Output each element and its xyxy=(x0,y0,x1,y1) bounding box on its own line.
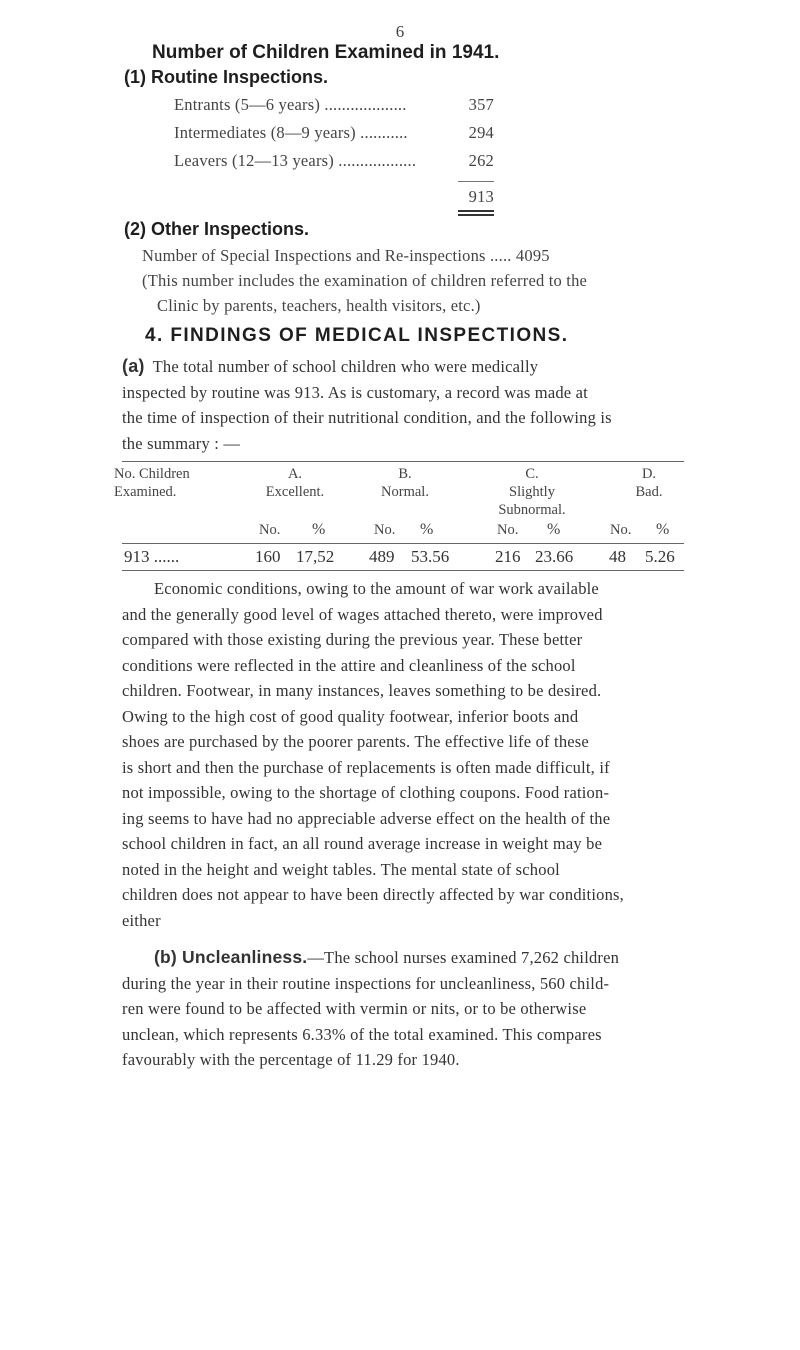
uncleanliness-label: (b) Uncleanliness. xyxy=(154,947,308,967)
routine-row xyxy=(174,95,494,115)
paragraph-line: conditions were reflected in the attire and cleanliness of the school xyxy=(122,655,576,675)
findings-heading: 4. FINDINGS OF MEDICAL INSPECTIONS. xyxy=(145,325,569,346)
total-double-rule xyxy=(458,210,494,216)
paragraph-line: and the generally good level of wages attached thereto, were improved xyxy=(122,604,603,624)
table-subheader-no: No. xyxy=(610,522,632,538)
table-header-a: A. Excellent. xyxy=(265,466,325,500)
paragraph-line: during the year in their routine inspections for uncleanliness, 560 child- xyxy=(122,973,610,993)
routine-row-value: 357 xyxy=(468,95,494,114)
table-subheader-pct: % xyxy=(547,521,561,538)
paragraph-line: The total number of school children who were medically xyxy=(152,357,539,376)
table-cell-b-no: 489 xyxy=(369,547,395,566)
table-cell-a-pct: 17,52 xyxy=(296,547,335,566)
routine-row-label: Leavers (12—13 years) .................. xyxy=(174,151,417,170)
routine-row xyxy=(174,151,494,171)
table-cell-a-no: 160 xyxy=(255,547,281,566)
table-subheader-pct: % xyxy=(420,521,434,538)
routine-row-value: 294 xyxy=(468,123,494,142)
other-note-2: Clinic by parents, teachers, health visitors, etc.) xyxy=(157,296,481,315)
paragraph-line: ren were found to be affected with vermin or nits, or to be otherwise xyxy=(122,999,587,1018)
table-cell-c-no: 216 xyxy=(495,547,521,566)
paragraph-line: Economic conditions, owing to the amount of war work available xyxy=(154,579,599,598)
paragraph-line: compared with those existing during the previous year. These better xyxy=(122,630,583,649)
routine-heading: (1) Routine Inspections. xyxy=(124,67,329,87)
findings-a-paragraph xyxy=(122,354,682,456)
table-bottom-rule xyxy=(122,570,684,571)
table-subheader-pct: % xyxy=(656,521,670,538)
page-title: Number of Children Examined in 1941. xyxy=(152,42,500,63)
total-rule xyxy=(458,181,494,182)
paragraph-line: —The school nurses examined 7,262 children xyxy=(307,948,620,967)
findings-a-label: (a) xyxy=(122,356,145,376)
other-heading: (2) Other Inspections. xyxy=(124,219,310,239)
table-cell-d-pct: 5.26 xyxy=(645,547,675,566)
paragraph-line: ing seems to have had no appreciable adverse effect on the health of the xyxy=(122,808,611,828)
paragraph-line: inspected by routine was 913. As is customary, a record was made at xyxy=(122,382,588,402)
economic-paragraph xyxy=(122,576,684,933)
paragraph-line: unclean, which represents 6.33% of the total examined. This compares xyxy=(122,1024,602,1044)
routine-row xyxy=(174,123,494,143)
routine-row-value: 262 xyxy=(468,151,494,170)
table-subheader-no: No. xyxy=(259,522,281,538)
table-header-b: B. Normal. xyxy=(381,466,429,500)
paragraph-line: Owing to the high cost of good quality footwear, inferior boots and xyxy=(122,706,579,726)
paragraph-line: shoes are purchased by the poorer parents. The effective life of these xyxy=(122,732,589,751)
paragraph-line: not impossible, owing to the shortage of clothing coupons. Food ration- xyxy=(122,783,610,802)
paragraph-line: children. Footwear, in many instances, leaves something to be desired. xyxy=(122,681,602,700)
paragraph-line: children does not appear to have been directly affected by war conditions, xyxy=(122,885,624,904)
table-header-examined: No. Children Examined. xyxy=(114,466,190,500)
table-subheader-no: No. xyxy=(374,522,396,538)
table-cell-d-no: 48 xyxy=(609,547,626,566)
page-number: 6 xyxy=(395,22,405,41)
table-subheader-pct: % xyxy=(312,521,326,538)
routine-row-label: Entrants (5—6 years) ................... xyxy=(174,95,407,114)
table-header-d: D. Bad. xyxy=(635,466,663,500)
table-cell-b-pct: 53.56 xyxy=(411,547,450,566)
paragraph-line: the time of inspection of their nutritional condition, and the following is xyxy=(122,408,612,427)
routine-total: 913 xyxy=(468,187,494,206)
paragraph-line: school children in fact, an all round average increase in weight may be xyxy=(122,834,603,853)
routine-row-label: Intermediates (8—9 years) ........... xyxy=(174,123,408,142)
paragraph-line: either xyxy=(122,910,161,930)
table-top-rule xyxy=(122,461,684,462)
uncleanliness-paragraph xyxy=(122,945,684,1073)
other-note-1: (This number includes the examination of children referred to the xyxy=(142,271,588,290)
table-mid-rule xyxy=(122,543,684,544)
table-cell-total: 913 ...... xyxy=(124,547,180,566)
other-line: Number of Special Inspections and Re-inspections ..... 4095 xyxy=(142,246,550,265)
paragraph-line: is short and then the purchase of replacements is often made difficult, if xyxy=(122,757,610,777)
paragraph-line: noted in the height and weight tables. The mental state of school xyxy=(122,859,560,879)
table-subheader-no: No. xyxy=(497,522,519,538)
table-header-c: C. Slightly Subnormal. xyxy=(498,466,566,518)
paragraph-line: favourably with the percentage of 11.29 for 1940. xyxy=(122,1050,460,1069)
table-cell-c-pct: 23.66 xyxy=(535,547,574,566)
paragraph-line: the summary : — xyxy=(122,433,241,453)
